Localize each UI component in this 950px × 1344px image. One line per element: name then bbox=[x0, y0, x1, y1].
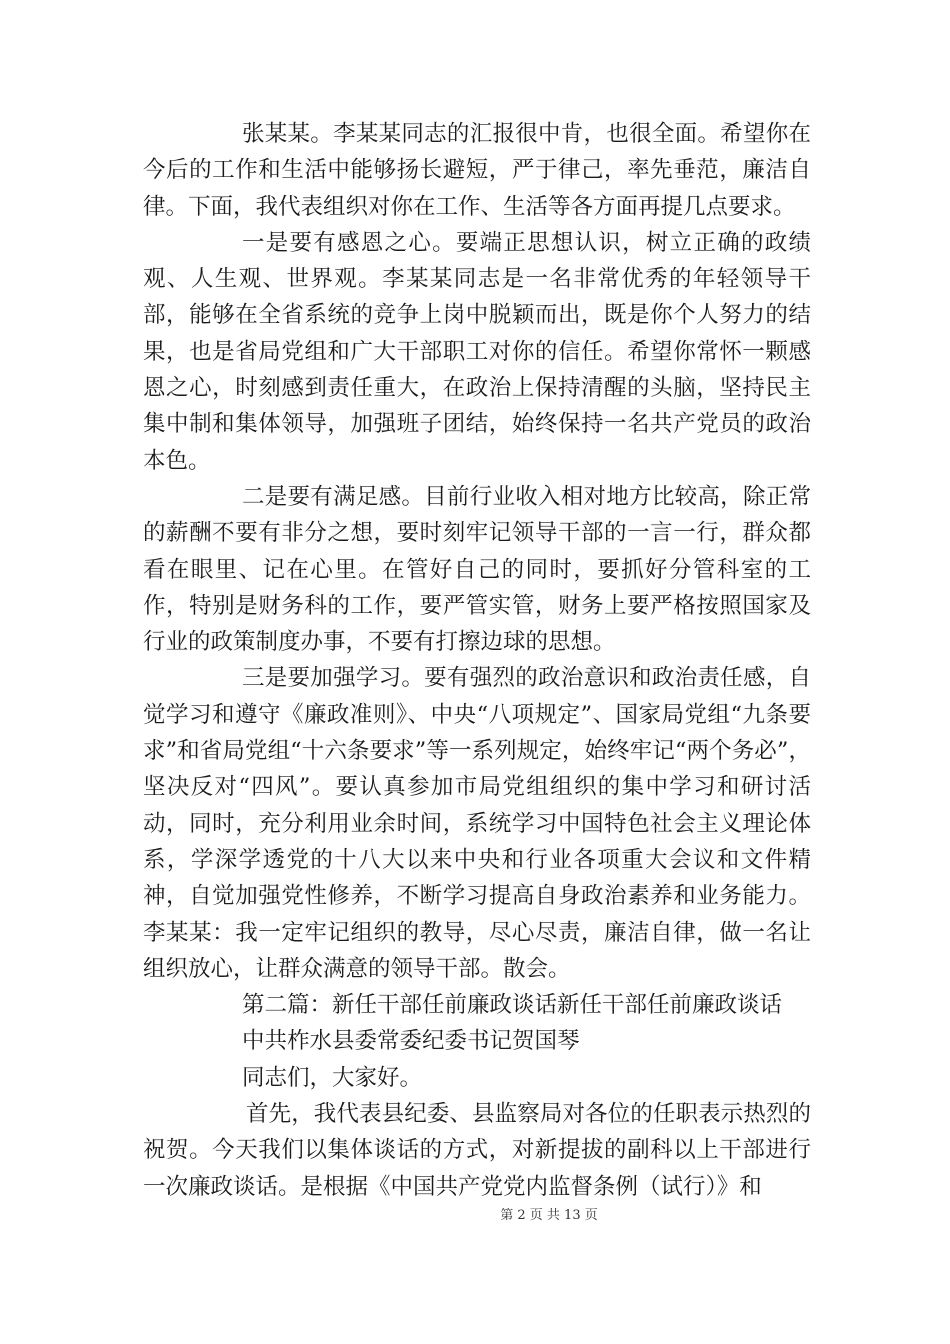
page-number: 第 2 页 共 13 页 bbox=[500, 1208, 598, 1223]
author-line: 中共柞水县委常委纪委书记贺国琴 bbox=[242, 1028, 580, 1055]
body-paragraph-4: 三是要加强学习。要有强烈的政治意识和政治责任感，自觉学习和遵守《廉政准则》、中央“八项规定”、国家局党组“九条要求”和省局党组“十六条要求”等一系列规定，始终牢记“两个务必”，坚决反对“四风”。要认真参加市局党组组织的集中学习和研讨活动，同时，充分利用业余时间，系统学习中国特色社会主义理论体系，学深学透党的十八大以来中央和行业各项重大会议和文件精神，自觉加强党性修养，不断学习提高自身政治素养和业务能力。李某某：我一定牢记组织的教导，尽心尽责，廉洁自律，做一名让组织放心，让群众满意的领导干部。散会。 bbox=[143, 665, 811, 982]
greeting-line: 同志们，大家好。 bbox=[242, 1064, 423, 1091]
section-heading: 第二篇：新任干部任前廉政谈话新任干部任前廉政谈话 bbox=[242, 992, 783, 1019]
page-footer bbox=[0, 1204, 950, 1226]
body-paragraph-3: 二是要有满足感。目前行业收入相对地方比较高，除正常的薪酬不要有非分之想，要时刻牢记领导干部的一言一行，群众都看在眼里、记在心里。在管好自己的同时，要抓好分管科室的工作，特别是财务科的工作，要严管实管，财务上要严格按照国家及行业的政策制度办事，不要有打擦边球的思想。 bbox=[143, 483, 811, 656]
body-paragraph-1: 张某某。李某某同志的汇报很中肯，也很全面。希望你在今后的工作和生活中能够扬长避短，严于律己，率先垂范，廉洁自律。下面，我代表组织对你在工作、生活等各方面再提几点要求。 bbox=[143, 121, 811, 220]
body-paragraph-2: 一是要有感恩之心。要端正思想认识，树立正确的政绩观、人生观、世界观。李某某同志是一名非常优秀的年轻领导干部，能够在全省系统的竞争上岗中脱颖而出，既是你个人努力的结果，也是省局党组和广大干部职工对你的信任。希望你常怀一颗感恩之心，时刻感到责任重大，在政治上保持清醒的头脑，坚持民主集中制和集体领导，加强班子团结，始终保持一名共产党员的政治本色。 bbox=[143, 229, 811, 474]
closing-paragraph: 首先，我代表县纪委、县监察局对各位的任职表示热烈的祝贺。今天我们以集体谈话的方式，对新提拔的副科以上干部进行一次廉政谈话。是根据《中国共产党党内监督条例（试行）》和 bbox=[143, 1101, 811, 1200]
document-body bbox=[143, 116, 811, 1205]
